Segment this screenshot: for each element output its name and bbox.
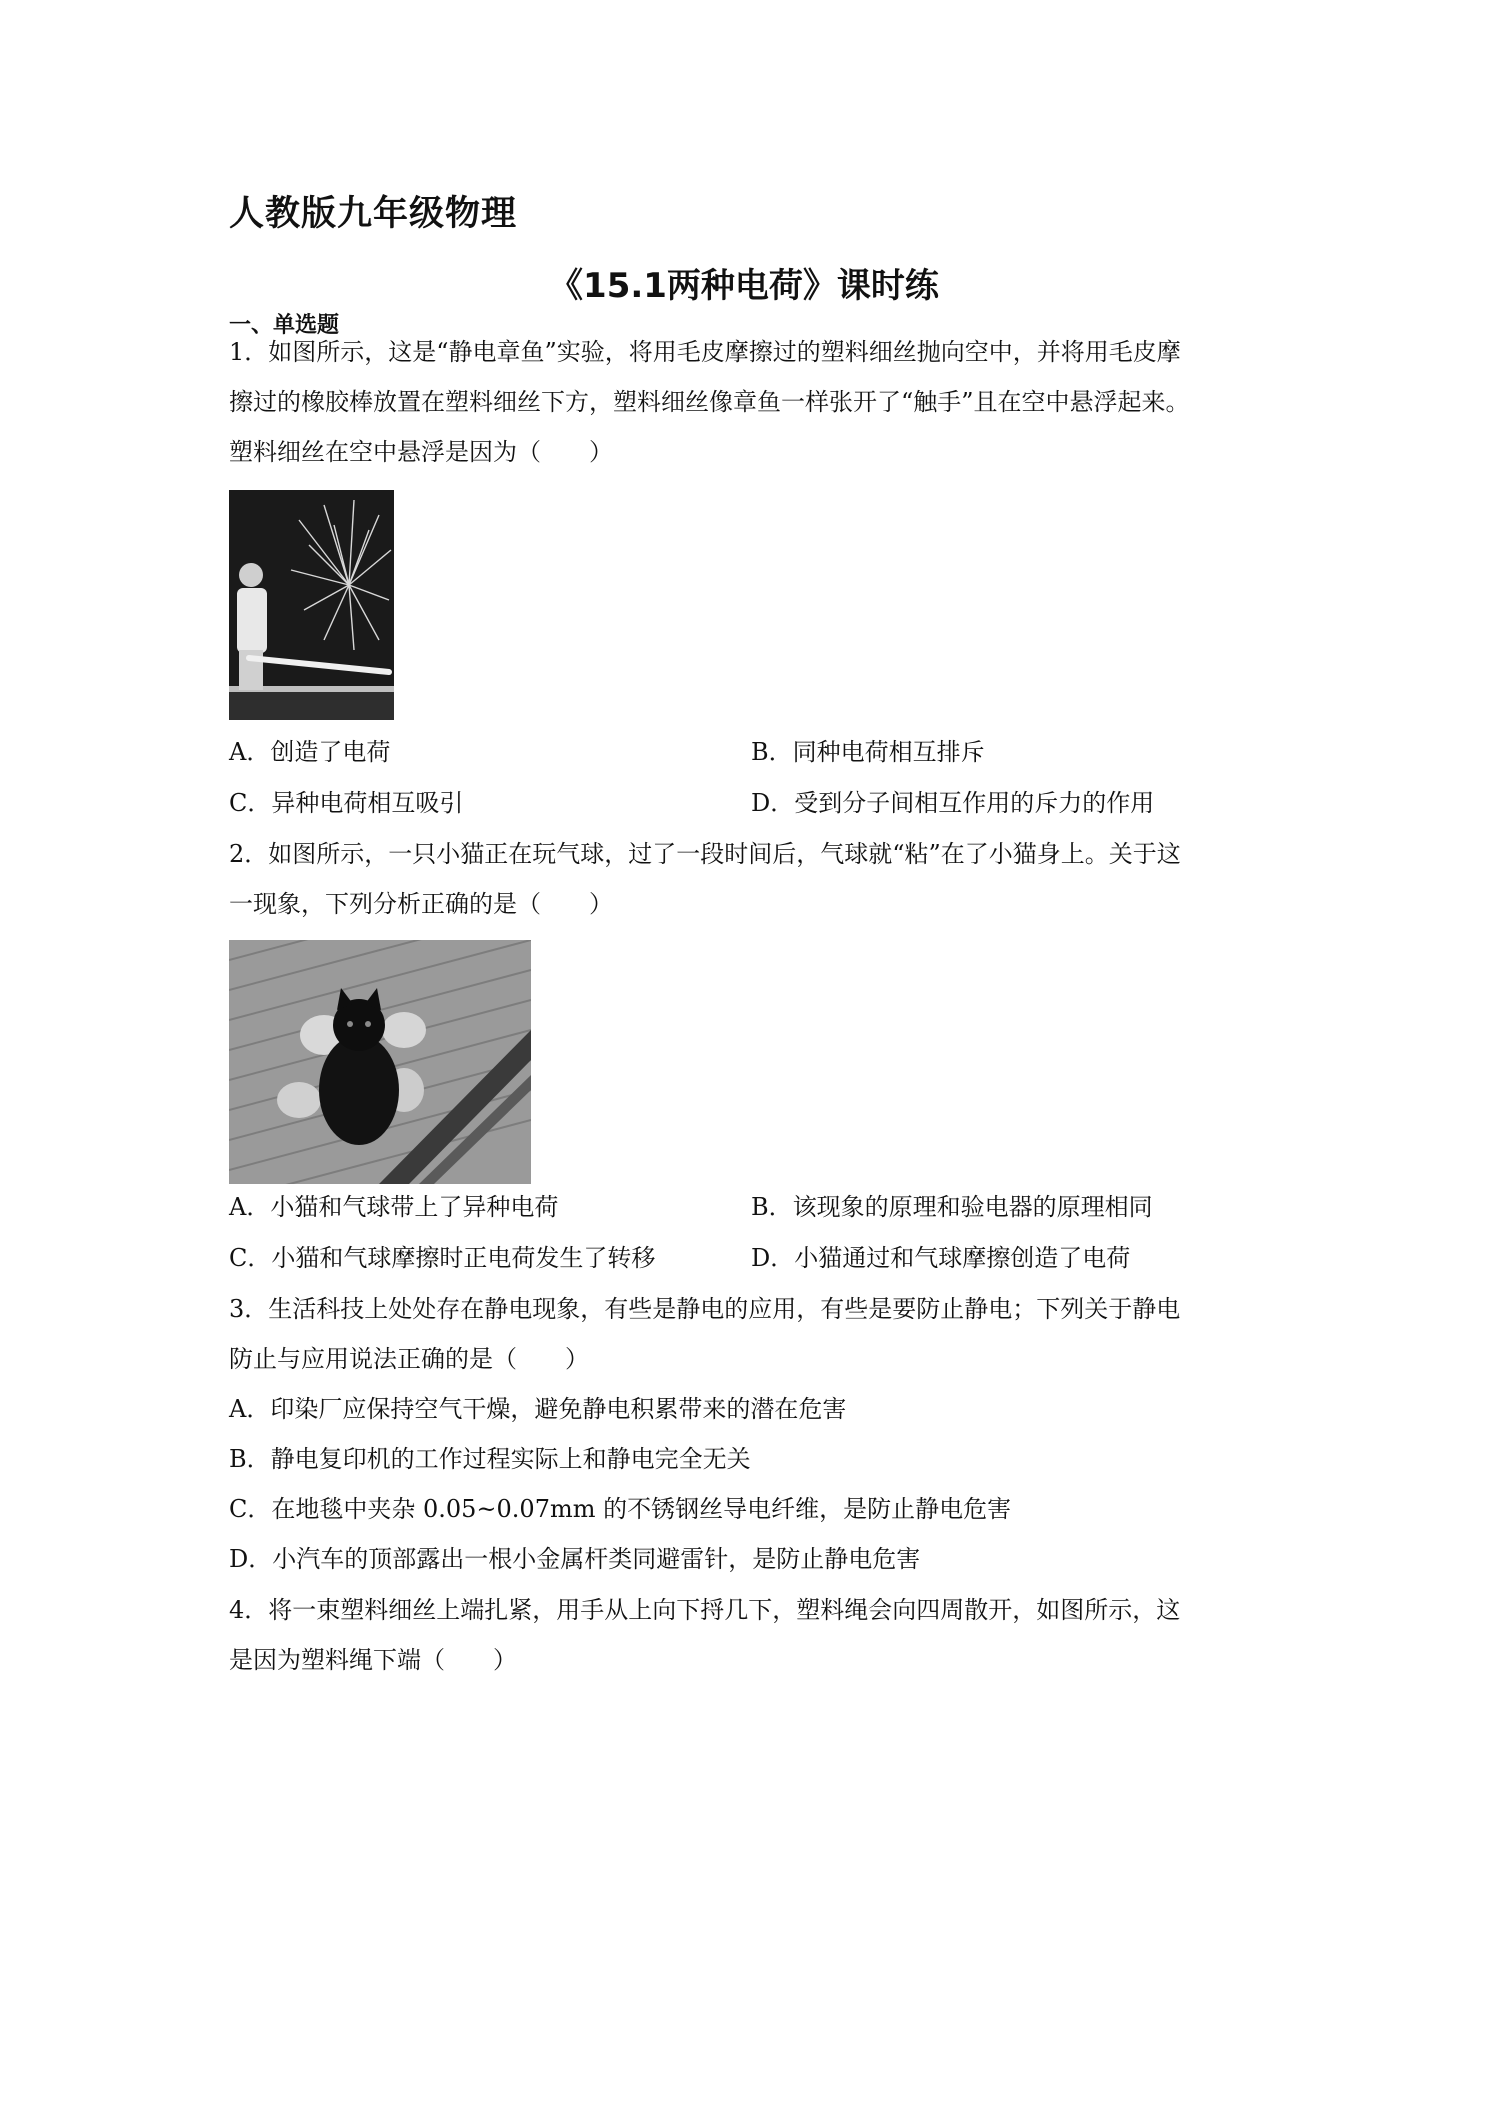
question-1-option-a[interactable]: A．创造了电荷 — [229, 738, 391, 766]
question-3-line-1: 3．生活科技上处处存在静电现象，有些是静电的应用，有些是要防止静电；下列关于静电 — [229, 1295, 1181, 1323]
question-1-option-b[interactable]: B．同种电荷相互排斥 — [751, 738, 985, 766]
cat-balloons-photo — [229, 940, 531, 1184]
question-2-option-b[interactable]: B．该现象的原理和验电器的原理相同 — [751, 1193, 1153, 1221]
section-heading: 一、单选题 — [229, 313, 340, 338]
question-2-option-c[interactable]: C．小猫和气球摩擦时正电荷发生了转移 — [229, 1244, 656, 1272]
question-1-line-1: 1．如图所示，这是“静电章鱼”实验，将用毛皮摩擦过的塑料细丝抛向空中，并将用毛皮摩 — [229, 338, 1181, 366]
question-1-line-2: 擦过的橡胶棒放置在塑料细丝下方，塑料细丝像章鱼一样张开了“触手”且在空中悬浮起来。 — [229, 388, 1190, 416]
question-3-option-a[interactable]: A．印染厂应保持空气干燥，避免静电积累带来的潜在危害 — [229, 1395, 847, 1423]
question-1-option-c[interactable]: C．异种电荷相互吸引 — [229, 789, 464, 817]
static-octopus-photo — [229, 490, 394, 720]
question-4-line-2: 是因为塑料绳下端（ ） — [229, 1646, 517, 1674]
question-4-line-1: 4．将一束塑料细丝上端扎紧，用手从上向下捋几下，塑料绳会向四周散开，如图所示，这 — [229, 1596, 1181, 1624]
question-3-option-d[interactable]: D．小汽车的顶部露出一根小金属杆类同避雷针，是防止静电危害 — [229, 1545, 921, 1573]
question-2-line-2: 一现象，下列分析正确的是（ ） — [229, 890, 613, 918]
question-2-option-a[interactable]: A．小猫和气球带上了异种电荷 — [229, 1193, 559, 1221]
header-title: 人教版九年级物理 — [229, 194, 518, 234]
question-3-line-2: 防止与应用说法正确的是（ ） — [229, 1345, 589, 1373]
document-title: 《15.1两种电荷》课时练 — [549, 266, 939, 306]
question-1-option-d[interactable]: D．受到分子间相互作用的斥力的作用 — [751, 789, 1155, 817]
question-3-option-b[interactable]: B．静电复印机的工作过程实际上和静电完全无关 — [229, 1445, 751, 1473]
question-2-option-d[interactable]: D．小猫通过和气球摩擦创造了电荷 — [751, 1244, 1131, 1272]
question-1-line-3: 塑料细丝在空中悬浮是因为（ ） — [229, 438, 613, 466]
question-3-option-c[interactable]: C．在地毯中夹杂 0.05~0.07mm 的不锈钢丝导电纤维，是防止静电危害 — [229, 1495, 1012, 1523]
question-2-line-1: 2．如图所示，一只小猫正在玩气球，过了一段时间后，气球就“粘”在了小猫身上。关于这 — [229, 840, 1181, 868]
